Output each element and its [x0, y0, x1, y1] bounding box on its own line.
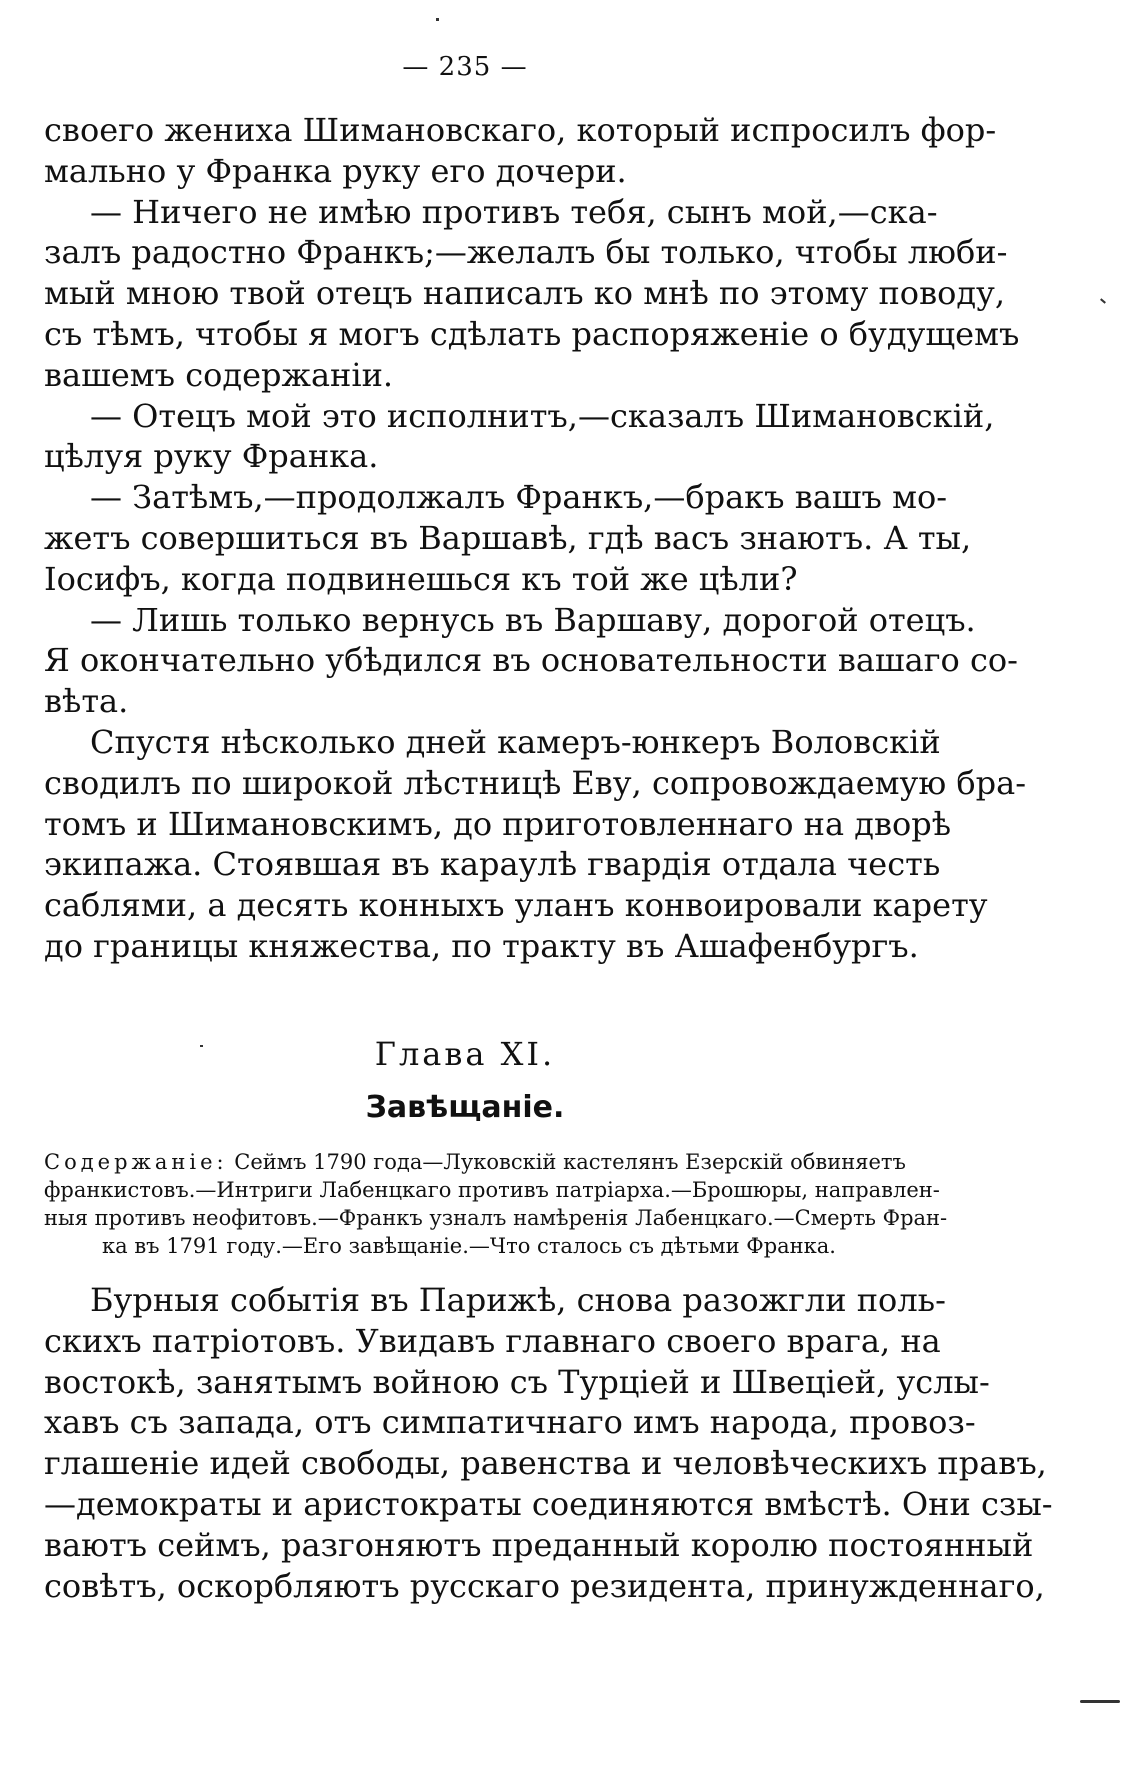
chapter-subtitle: Завѣщаніе. — [365, 1090, 565, 1125]
text-line: ваютъ сеймъ, разгоняютъ преданный королю постоянный — [44, 1525, 1034, 1564]
paragraph-block-bottom — [44, 1280, 1053, 1606]
contents-line: франкистовъ.—Интриги Лабенцкаго противъ патріарха.—Брошюры, направлен- — [44, 1178, 940, 1202]
text-line: — Затѣмъ,—продолжалъ Франкъ,—бракъ вашъ мо- — [90, 478, 948, 517]
page-number: — 235 — — [402, 52, 528, 82]
text-line: совѣтъ, оскорбляютъ русскаго резидента, принужденнаго, — [44, 1566, 1045, 1605]
chapter-contents-summary — [44, 1148, 948, 1260]
text-line: мально у Франка руку его дочери. — [44, 151, 627, 190]
text-line: мый мною твой отецъ написалъ ко мнѣ по этому поводу, — [44, 274, 1006, 313]
text-line: сводилъ по широкой лѣстницѣ Еву, сопровождаемую бра- — [44, 763, 1027, 802]
contents-text: Сеймъ 1790 года—Луковскій кастелянъ Езерскій обвиняетъ — [234, 1150, 906, 1174]
text-line: Спустя нѣсколько дней камеръ-юнкеръ Воловскій — [90, 722, 941, 761]
contents-line: ка въ 1791 году.—Его завѣщаніе.—Что сталось съ дѣтьми Франка. — [102, 1234, 836, 1258]
text-line: —демократы и аристократы соединяются вмѣстѣ. Они сзы- — [44, 1484, 1053, 1523]
paragraph-block-top — [44, 110, 1027, 967]
text-line: томъ и Шимановскимъ, до приготовленнаго на дворѣ — [44, 804, 951, 843]
print-speck — [436, 18, 439, 21]
print-speck — [1100, 298, 1106, 303]
text-line: Іосифъ, когда подвинешься къ той же цѣли? — [44, 559, 798, 598]
text-line: вашемъ содержаніи. — [44, 355, 394, 394]
print-speck — [200, 1045, 203, 1047]
chapter-title: Глава XI. — [374, 1035, 556, 1073]
text-line: — Лишь только вернусь въ Варшаву, дорогой отецъ. — [90, 600, 976, 639]
text-line: до границы княжества, по тракту въ Ашафенбургъ. — [44, 926, 919, 965]
text-line: экипажа. Стоявшая въ караулѣ гвардія отдала честь — [44, 845, 941, 884]
text-line: своего жениха Шимановскаго, который испросилъ фор- — [44, 111, 997, 149]
text-line: съ тѣмъ, чтобы я могъ сдѣлать распоряженіе о будущемъ — [44, 314, 1020, 353]
text-line: хавъ съ запада, отъ симпатичнаго имъ народа, провоз- — [44, 1403, 976, 1442]
text-line: — Отецъ мой это исполнитъ,—сказалъ Шимановскій, — [90, 396, 995, 435]
text-line: Я окончательно убѣдился въ основательности вашаго со- — [44, 641, 1018, 680]
edge-mark — [1080, 1700, 1120, 1703]
text-line: Бурныя событія въ Парижѣ, снова разожгли поль- — [90, 1281, 946, 1319]
text-line: глашеніе идей свободы, равенства и человѣческихъ правъ, — [44, 1444, 1047, 1483]
text-line: скихъ патріотовъ. Увидавъ главнаго своего врага, на — [44, 1321, 941, 1360]
text-line: — Ничего не имѣю противъ тебя, сынъ мой,—ска- — [90, 192, 938, 231]
text-line: вѣта. — [44, 682, 129, 721]
contents-label: Содержаніе: — [44, 1150, 228, 1174]
contents-line: ныя противъ неофитовъ.—Франкъ узналъ намѣренія Лабенцкаго.—Смерть Фран- — [44, 1206, 948, 1230]
text-line: саблями, а десять конныхъ уланъ конвоировали карету — [44, 886, 988, 925]
text-line: жетъ совершиться въ Варшавѣ, гдѣ васъ знаютъ. А ты, — [44, 518, 972, 557]
text-line: залъ радостно Франкъ;—желалъ бы только, чтобы люби- — [44, 233, 1008, 272]
contents-line — [44, 1148, 906, 1176]
text-line: цѣлуя руку Франка. — [44, 437, 379, 476]
text-line: востокѣ, занятымъ войною съ Турціей и Швеціей, услы- — [44, 1362, 990, 1401]
